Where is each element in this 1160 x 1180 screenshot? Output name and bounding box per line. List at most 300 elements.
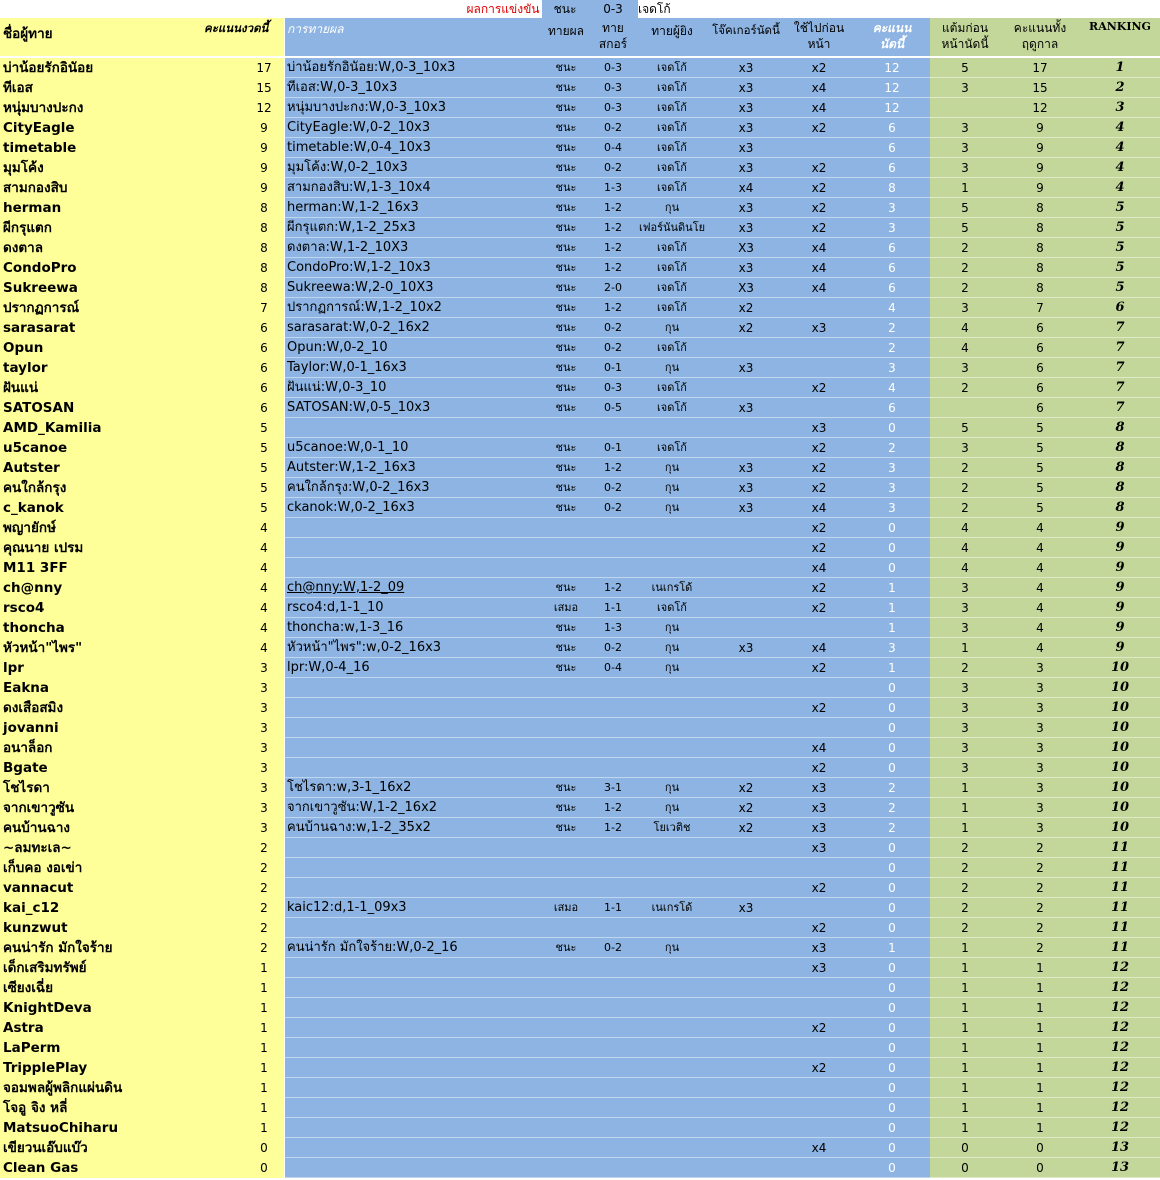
season-total: 4 <box>1000 558 1080 578</box>
player-name: TripplePlay <box>0 1058 204 1078</box>
joker-multiplier: x2 <box>708 298 784 318</box>
prediction-text <box>284 758 542 778</box>
predicted-score: 0-4 <box>590 658 636 678</box>
table-row <box>0 1078 1160 1098</box>
season-total: 3 <box>1000 698 1080 718</box>
predicted-result: ชนะ <box>542 58 590 78</box>
predicted-result: ชนะ <box>542 618 590 638</box>
previous-points: 4 <box>930 558 1000 578</box>
match-points: 1 <box>854 618 930 638</box>
predicted-result <box>542 1138 590 1158</box>
match-points: 12 <box>854 98 930 118</box>
today-score: 9 <box>204 158 284 178</box>
player-name: sarasarat <box>0 318 204 338</box>
table-row <box>0 1098 1160 1118</box>
predicted-result <box>542 1018 590 1038</box>
predicted-scorer: เนเกรโด้ <box>636 578 708 598</box>
season-total: 7 <box>1000 298 1080 318</box>
previous-points: 5 <box>930 418 1000 438</box>
season-total: 9 <box>1000 158 1080 178</box>
match-points: 0 <box>854 1098 930 1118</box>
predicted-score: 0-2 <box>590 478 636 498</box>
predicted-score: 0-2 <box>590 158 636 178</box>
joker-used-before: x4 <box>784 98 854 118</box>
player-name: สามกองสิบ <box>0 178 204 198</box>
prediction-text: หนุ่มบางปะกง:W,0-3_10x3 <box>284 98 542 118</box>
predicted-score: 3-1 <box>590 778 636 798</box>
ranking-position: 2 <box>1080 78 1160 98</box>
predicted-scorer: เจดโก้ <box>636 298 708 318</box>
header-today <box>204 18 284 56</box>
previous-points: 3 <box>930 158 1000 178</box>
predicted-result: ชนะ <box>542 78 590 98</box>
predicted-result: ชนะ <box>542 218 590 238</box>
predicted-result <box>542 718 590 738</box>
header-prev <box>930 18 1000 56</box>
prediction-text: u5canoe:W,0-1_10 <box>284 438 542 458</box>
predicted-scorer <box>636 998 708 1018</box>
match-points: 0 <box>854 878 930 898</box>
predicted-score <box>590 678 636 698</box>
season-total: 3 <box>1000 818 1080 838</box>
match-points: 3 <box>854 358 930 378</box>
prediction-text: Opun:W,0-2_10 <box>284 338 542 358</box>
ranking-position: 11 <box>1080 918 1160 938</box>
match-points: 0 <box>854 718 930 738</box>
match-points: 0 <box>854 738 930 758</box>
player-name: KnightDeva <box>0 998 204 1018</box>
season-total: 8 <box>1000 258 1080 278</box>
ranking-position: 8 <box>1080 418 1160 438</box>
prediction-text: Taylor:W,0-1_16x3 <box>284 358 542 378</box>
table-row <box>0 778 1160 798</box>
player-name: jovanni <box>0 718 204 738</box>
joker-used-before: x2 <box>784 538 854 558</box>
player-name: ปรากฏการณ์ <box>0 298 204 318</box>
ranking-position: 10 <box>1080 758 1160 778</box>
joker-used-before <box>784 298 854 318</box>
season-total: 2 <box>1000 918 1080 938</box>
predicted-scorer <box>636 1058 708 1078</box>
table-row <box>0 998 1160 1018</box>
previous-points: 1 <box>930 958 1000 978</box>
joker-used-before: x2 <box>784 218 854 238</box>
header-name-label: ชื่อผู้ทาย <box>3 26 53 42</box>
previous-points: 1 <box>930 1098 1000 1118</box>
today-score: 7 <box>204 298 284 318</box>
ranking-position: 5 <box>1080 258 1160 278</box>
predicted-scorer <box>636 838 708 858</box>
prediction-text: thoncha:w,1-3_16 <box>284 618 542 638</box>
predicted-result: ชนะ <box>542 238 590 258</box>
player-name: ch@nny <box>0 578 204 598</box>
match-points: 12 <box>854 78 930 98</box>
ranking-position: 10 <box>1080 658 1160 678</box>
predicted-scorer: เจดโก้ <box>636 278 708 298</box>
joker-multiplier <box>708 998 784 1018</box>
ranking-position: 7 <box>1080 378 1160 398</box>
ranking-position: 9 <box>1080 618 1160 638</box>
player-name: lpr <box>0 658 204 678</box>
previous-points: 0 <box>930 1158 1000 1178</box>
prediction-text: ดงตาล:W,1-2_10X3 <box>284 238 542 258</box>
season-total: 1 <box>1000 1098 1080 1118</box>
season-total: 3 <box>1000 678 1080 698</box>
today-score: 1 <box>204 1038 284 1058</box>
season-total: 2 <box>1000 878 1080 898</box>
player-name: CondoPro <box>0 258 204 278</box>
season-total: 12 <box>1000 98 1080 118</box>
joker-multiplier <box>708 338 784 358</box>
predicted-scorer: เจดโก้ <box>636 258 708 278</box>
table-row <box>0 518 1160 538</box>
joker-multiplier: x2 <box>708 818 784 838</box>
table-row <box>0 58 1160 78</box>
predicted-score <box>590 1118 636 1138</box>
prediction-text <box>284 918 542 938</box>
match-points: 0 <box>854 998 930 1018</box>
previous-points: 5 <box>930 58 1000 78</box>
predicted-result <box>542 758 590 778</box>
predicted-result: ชนะ <box>542 938 590 958</box>
table-row <box>0 698 1160 718</box>
predicted-score: 0-3 <box>590 58 636 78</box>
joker-used-before <box>784 138 854 158</box>
season-total: 1 <box>1000 978 1080 998</box>
previous-points: 2 <box>930 858 1000 878</box>
joker-used-before: x2 <box>784 598 854 618</box>
previous-points: 2 <box>930 378 1000 398</box>
joker-multiplier <box>708 578 784 598</box>
match-points: 0 <box>854 538 930 558</box>
table-row <box>0 758 1160 778</box>
player-name: vannacut <box>0 878 204 898</box>
predicted-score: 0-2 <box>590 118 636 138</box>
prediction-text: CondoPro:W,1-2_10x3 <box>284 258 542 278</box>
season-total: 4 <box>1000 538 1080 558</box>
season-total: 1 <box>1000 958 1080 978</box>
previous-points: 2 <box>930 498 1000 518</box>
predicted-score <box>590 1078 636 1098</box>
season-total: 2 <box>1000 938 1080 958</box>
table-row <box>0 1058 1160 1078</box>
season-total: 6 <box>1000 318 1080 338</box>
joker-used-before: x2 <box>784 458 854 478</box>
predicted-scorer: เนเกรโด้ <box>636 898 708 918</box>
previous-points: 1 <box>930 978 1000 998</box>
match-points: 6 <box>854 118 930 138</box>
prediction-text: คนใกล้กรุง:W,0-2_16x3 <box>284 478 542 498</box>
prediction-text: คนบ้านฉาง:w,1-2_35x2 <box>284 818 542 838</box>
predicted-result <box>542 998 590 1018</box>
previous-points: 3 <box>930 138 1000 158</box>
header-total-line1: คะแนนทั้ง <box>1013 21 1067 35</box>
player-name: thoncha <box>0 618 204 638</box>
table-row <box>0 458 1160 478</box>
joker-used-before <box>784 618 854 638</box>
predicted-score: 1-3 <box>590 178 636 198</box>
today-score: 3 <box>204 678 284 698</box>
ranking-position: 11 <box>1080 858 1160 878</box>
joker-used-before: x3 <box>784 798 854 818</box>
season-total: 4 <box>1000 638 1080 658</box>
joker-multiplier <box>708 858 784 878</box>
joker-multiplier <box>708 1098 784 1118</box>
table-row <box>0 158 1160 178</box>
predicted-scorer: กุน <box>636 658 708 678</box>
today-score: 2 <box>204 898 284 918</box>
predicted-result: ชนะ <box>542 438 590 458</box>
joker-multiplier <box>708 678 784 698</box>
match-result-value: ชนะ <box>542 0 588 18</box>
season-total: 9 <box>1000 118 1080 138</box>
joker-multiplier <box>708 1018 784 1038</box>
joker-used-before: x4 <box>784 638 854 658</box>
prediction-text <box>284 1018 542 1038</box>
player-name: คุณนาย เปรม <box>0 538 204 558</box>
table-row <box>0 798 1160 818</box>
table-row <box>0 538 1160 558</box>
today-score: 2 <box>204 858 284 878</box>
season-total: 3 <box>1000 658 1080 678</box>
season-total: 17 <box>1000 58 1080 78</box>
previous-points: 3 <box>930 738 1000 758</box>
joker-multiplier: x3 <box>708 258 784 278</box>
table-row <box>0 578 1160 598</box>
joker-used-before: x3 <box>784 778 854 798</box>
season-total: 2 <box>1000 858 1080 878</box>
predicted-score <box>590 1018 636 1038</box>
season-total: 6 <box>1000 378 1080 398</box>
table-row <box>0 258 1160 278</box>
prediction-text <box>284 958 542 978</box>
today-score: 15 <box>204 78 284 98</box>
today-score: 3 <box>204 758 284 778</box>
season-total: 4 <box>1000 578 1080 598</box>
joker-used-before: x4 <box>784 558 854 578</box>
prediction-text: ปรากฏการณ์:W,1-2_10x2 <box>284 298 542 318</box>
prediction-text: โชไรดา:w,3-1_16x2 <box>284 778 542 798</box>
predicted-result <box>542 418 590 438</box>
predicted-score: 1-2 <box>590 198 636 218</box>
predicted-scorer <box>636 978 708 998</box>
predicted-scorer: เจดโก้ <box>636 378 708 398</box>
predicted-result: ชนะ <box>542 198 590 218</box>
table-row <box>0 478 1160 498</box>
today-score: 4 <box>204 598 284 618</box>
match-points: 1 <box>854 938 930 958</box>
predicted-score: 1-2 <box>590 238 636 258</box>
match-points: 3 <box>854 218 930 238</box>
ranking-position: 6 <box>1080 298 1160 318</box>
header-today-label: คะแนนงวดนี้ <box>204 21 269 35</box>
prediction-text <box>284 738 542 758</box>
predicted-score: 0-5 <box>590 398 636 418</box>
ranking-position: 9 <box>1080 578 1160 598</box>
joker-used-before: x3 <box>784 958 854 978</box>
match-points: 0 <box>854 838 930 858</box>
player-name: หัวหน้า"ไพร" <box>0 638 204 658</box>
season-total: 9 <box>1000 138 1080 158</box>
season-total: 0 <box>1000 1138 1080 1158</box>
header-scorer-label: ทายผู้ยิง <box>651 24 693 38</box>
prediction-text: มุมโค้ง:W,0-2_10x3 <box>284 158 542 178</box>
joker-multiplier: x3 <box>708 498 784 518</box>
previous-points: 3 <box>930 358 1000 378</box>
predicted-result <box>542 858 590 878</box>
ranking-position: 4 <box>1080 118 1160 138</box>
table-row <box>0 238 1160 258</box>
today-score: 0 <box>204 1158 284 1178</box>
player-name: ดงเสือสมิง <box>0 698 204 718</box>
previous-points: 1 <box>930 638 1000 658</box>
table-row <box>0 338 1160 358</box>
table-row <box>0 958 1160 978</box>
predicted-score <box>590 418 636 438</box>
predicted-score: 0-2 <box>590 638 636 658</box>
table-row <box>0 118 1160 138</box>
table-row <box>0 398 1160 418</box>
predicted-scorer: กุน <box>636 638 708 658</box>
today-score: 5 <box>204 498 284 518</box>
header-total-line2: ฤดูกาล <box>1021 37 1059 51</box>
today-score: 4 <box>204 638 284 658</box>
joker-multiplier: x3 <box>708 478 784 498</box>
prediction-text <box>284 878 542 898</box>
player-name: พญายักษ์ <box>0 518 204 538</box>
joker-multiplier <box>708 438 784 458</box>
previous-points: 3 <box>930 118 1000 138</box>
predicted-result: ชนะ <box>542 318 590 338</box>
predicted-score <box>590 1058 636 1078</box>
predicted-scorer: เจดโก้ <box>636 118 708 138</box>
ranking-position: 4 <box>1080 158 1160 178</box>
match-points: 0 <box>854 1138 930 1158</box>
previous-points: 1 <box>930 1038 1000 1058</box>
joker-multiplier <box>708 1158 784 1178</box>
table-row <box>0 678 1160 698</box>
previous-points: 3 <box>930 298 1000 318</box>
today-score: 6 <box>204 318 284 338</box>
prediction-text: ch@nny:W,1-2_09 <box>284 578 542 598</box>
table-row <box>0 618 1160 638</box>
predicted-score <box>590 958 636 978</box>
today-score: 1 <box>204 978 284 998</box>
table-row <box>0 738 1160 758</box>
table-row <box>0 138 1160 158</box>
match-points: 3 <box>854 198 930 218</box>
player-name: เก็บคอ งอเข่า <box>0 858 204 878</box>
previous-points: 2 <box>930 658 1000 678</box>
previous-points: 1 <box>930 1058 1000 1078</box>
predicted-scorer: เจดโก้ <box>636 398 708 418</box>
prediction-text <box>284 1118 542 1138</box>
table-row <box>0 938 1160 958</box>
predicted-result: เสมอ <box>542 898 590 918</box>
table-row <box>0 818 1160 838</box>
today-score: 2 <box>204 938 284 958</box>
today-score: 1 <box>204 1058 284 1078</box>
predicted-score: 1-3 <box>590 618 636 638</box>
player-name: LaPerm <box>0 1038 204 1058</box>
ranking-position: 11 <box>1080 898 1160 918</box>
player-name: โจอู จิง หลี่ <box>0 1098 204 1118</box>
season-total: 5 <box>1000 438 1080 458</box>
previous-points: 4 <box>930 518 1000 538</box>
prediction-text <box>284 518 542 538</box>
header-prediction <box>284 18 542 56</box>
predicted-score: 0-4 <box>590 138 636 158</box>
player-name: kunzwut <box>0 918 204 938</box>
season-total: 5 <box>1000 478 1080 498</box>
player-name: M11 3FF <box>0 558 204 578</box>
predicted-result: ชนะ <box>542 638 590 658</box>
predicted-scorer <box>636 558 708 578</box>
ranking-position: 7 <box>1080 358 1160 378</box>
today-score: 4 <box>204 538 284 558</box>
header-result <box>542 18 590 56</box>
predicted-result <box>542 1098 590 1118</box>
today-score: 6 <box>204 338 284 358</box>
predicted-score <box>590 718 636 738</box>
today-score: 9 <box>204 178 284 198</box>
predicted-scorer: เจดโก้ <box>636 178 708 198</box>
joker-multiplier <box>708 558 784 578</box>
joker-used-before: x2 <box>784 1018 854 1038</box>
previous-points: 3 <box>930 718 1000 738</box>
predicted-scorer: โยเวติช <box>636 818 708 838</box>
joker-used-before <box>784 898 854 918</box>
table-row <box>0 898 1160 918</box>
previous-points: 2 <box>930 878 1000 898</box>
prediction-text <box>284 718 542 738</box>
header-total <box>1000 18 1080 56</box>
predicted-result: ชนะ <box>542 258 590 278</box>
previous-points: 1 <box>930 938 1000 958</box>
predicted-result: ชนะ <box>542 658 590 678</box>
previous-points: 1 <box>930 798 1000 818</box>
predicted-result <box>542 978 590 998</box>
table-row <box>0 198 1160 218</box>
match-points: 2 <box>854 318 930 338</box>
joker-multiplier <box>708 718 784 738</box>
predicted-result <box>542 558 590 578</box>
predicted-result: เสมอ <box>542 598 590 618</box>
predicted-score <box>590 1158 636 1178</box>
ranking-position: 12 <box>1080 1058 1160 1078</box>
predicted-score: 0-2 <box>590 318 636 338</box>
season-total: 3 <box>1000 758 1080 778</box>
predicted-scorer: เจดโก้ <box>636 158 708 178</box>
previous-points: 1 <box>930 1078 1000 1098</box>
season-total: 4 <box>1000 618 1080 638</box>
predicted-result: ชนะ <box>542 278 590 298</box>
ranking-position: 12 <box>1080 1098 1160 1118</box>
joker-used-before: x4 <box>784 78 854 98</box>
ranking-position: 11 <box>1080 938 1160 958</box>
table-row <box>0 1138 1160 1158</box>
player-name: เขียวนเอ๊บแบ๊ว <box>0 1138 204 1158</box>
predicted-scorer: เจดโก้ <box>636 78 708 98</box>
predicted-result: ชนะ <box>542 98 590 118</box>
ranking-position: 9 <box>1080 538 1160 558</box>
previous-points: 1 <box>930 1118 1000 1138</box>
today-score: 8 <box>204 198 284 218</box>
joker-multiplier <box>708 918 784 938</box>
predicted-result <box>542 678 590 698</box>
today-score: 6 <box>204 358 284 378</box>
today-score: 4 <box>204 518 284 538</box>
